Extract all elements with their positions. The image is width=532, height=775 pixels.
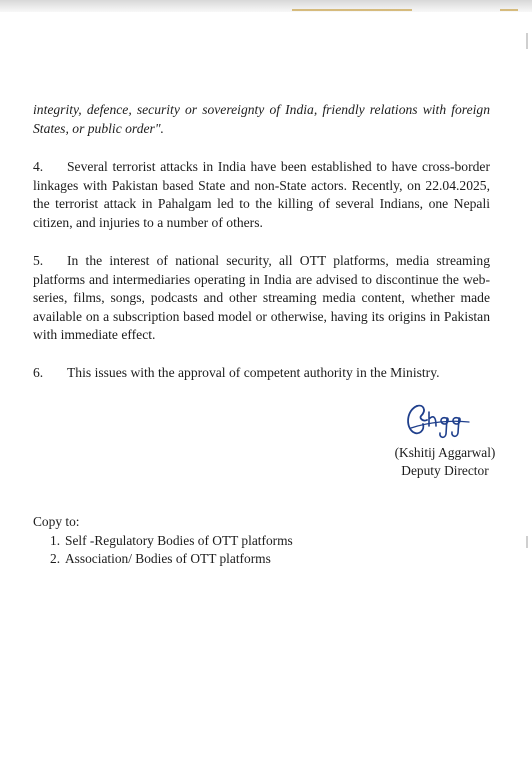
handwritten-signature xyxy=(403,400,473,442)
list-item-text: Self -Regulatory Bodies of OTT platforms xyxy=(65,533,293,548)
list-item-number: 2. xyxy=(50,551,61,566)
scan-top-border xyxy=(0,0,532,12)
scan-edge-mark xyxy=(526,33,528,49)
paragraph-6 xyxy=(33,364,490,383)
scan-top-mark xyxy=(292,9,412,11)
list-item-text: Association/ Bodies of OTT platforms xyxy=(65,551,271,566)
paragraph-text: This issues with the approval of competent authority in the Ministry. xyxy=(67,365,440,380)
paragraph-number: 6. xyxy=(33,365,44,380)
continuation-text: integrity, defence, security or sovereignty of India, friendly relations with foreign States, or public order". xyxy=(33,102,490,136)
paragraph-number: 5. xyxy=(33,253,44,268)
list-item xyxy=(50,550,363,568)
list-item-number: 1. xyxy=(50,533,61,548)
copy-to-section xyxy=(33,513,363,568)
scan-edge-mark xyxy=(526,536,528,548)
signatory-name: (Kshitij Aggarwal) xyxy=(394,445,496,460)
copy-to-list xyxy=(33,532,363,568)
paragraph-number: 4. xyxy=(33,159,44,174)
scan-top-mark xyxy=(500,9,518,11)
signatory-designation: Deputy Director xyxy=(401,463,489,478)
paragraph-5 xyxy=(33,252,490,345)
copy-to-title: Copy to: xyxy=(33,514,80,529)
paragraph-4 xyxy=(33,158,490,232)
list-item xyxy=(50,532,363,550)
paragraph-text: Several terrorist attacks in India have been established to have cross-border linkages with Pakistan based State and non-State actors. Recently, on 22.04.2025, the terrorist attack in Pahalgam led to the killing of several Indians, one Nepali citizen, and injuries to a number of others. xyxy=(33,159,490,230)
paragraph-text: In the interest of national security, all OTT platforms, media streaming platforms and intermediaries operating in India are advised to discontinue the web-series, films, songs, podcasts and other streaming media content, whether made available on a subscription based model or otherwise, having its origins in Pakistan with immediate effect. xyxy=(33,253,490,342)
